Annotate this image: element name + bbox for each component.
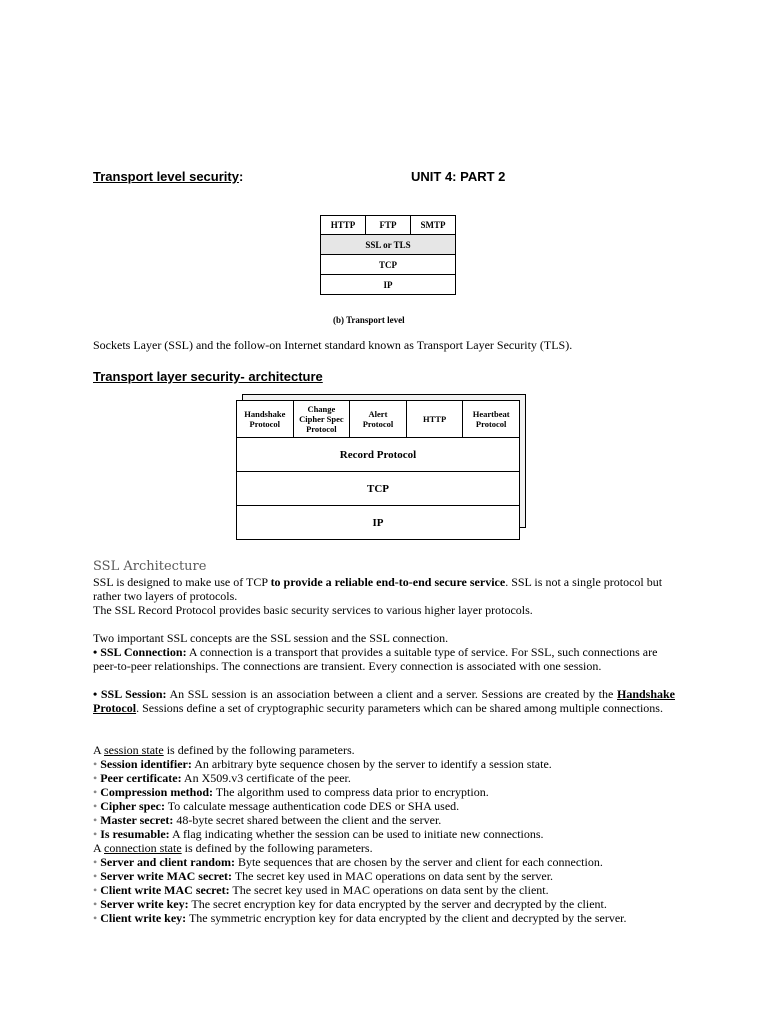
diagram-cell: Alert Protocol [350,401,407,437]
transport-level-diagram [320,215,456,295]
ssl-tls-row [320,235,456,255]
diagram-cell: SMTP [420,220,446,230]
connection-state-intro: A connection state is defined by the following parameters. [93,841,373,855]
list-item: • Master secret: 48-byte secret shared between the client and the server. [93,813,442,827]
tls-architecture-diagram [236,400,520,540]
tcp-row [320,255,456,275]
list-item: • Client write MAC secret: The secret key used in MAC operations on data sent by the client. [93,883,549,897]
ip-row [320,275,456,295]
concepts-paragraph: Two important SSL concepts are the SSL session and the SSL connection. • SSL Connection: A connection is a transport that provides a suitable type of service. For SSL, such connections are peer-to-peer relationships. The connections are transient. Every connection is associated with one session. [93,631,658,673]
upper-protocols-row [237,401,519,438]
diagram-cell: SSL or TLS [365,239,411,250]
diagram-cell: HTTP [407,401,464,437]
ssl-architecture-heading: SSL Architecture [93,559,207,574]
record-protocol-row: Record Protocol [237,438,519,472]
unit-title: UNIT 4: PART 2 [411,169,506,184]
diagram-cell: FTP [366,216,411,234]
state-lists [93,743,675,925]
list-item: • Is resumable: A flag indicating whether the session can be used to initiate new connections. [93,827,544,841]
session-state-intro: A session state is defined by the following parameters. [93,743,355,757]
list-item: • Server and client random: Byte sequences that are chosen by the server and client for each connection. [93,855,603,869]
list-item: • Cipher spec: To calculate message authentication code DES or SHA used. [93,799,460,813]
intro-paragraph: SSL is designed to make use of TCP to provide a reliable end-to-end secure service. SSL is not a single protocol but rather two layers of protocols. The SSL Record Protocol provides basic security services to various higher layer protocols. [93,575,663,617]
diagram-box [236,400,520,540]
diagram-caption: (b) Transport level [333,315,405,325]
list-item: • Server write MAC secret: The secret key used in MAC operations on data sent by the server. [93,869,554,883]
diagram-cell: Change Cipher Spec Protocol [294,401,351,437]
list-item: • Compression method: The algorithm used to compress data prior to encryption. [93,785,489,799]
list-item: • Session identifier: An arbitrary byte sequence chosen by the server to identify a session state. [93,757,552,771]
topic-title: Transport level security: [93,169,244,184]
application-layer-row [320,215,456,235]
ip-row: IP [372,516,384,529]
list-item: • Client write key: The symmetric encryption key for data encrypted by the client and decrypted by the server. [93,911,627,925]
diagram-cell: Heartbeat Protocol [472,409,510,429]
architecture-heading: Transport layer security- architecture [93,369,323,384]
session-paragraph: • SSL Session: An SSL session is an association between a client and a server. Sessions are created by the Handshake Protocol. Sessions define a set of cryptographic security parameters which can be shared among multiple connections. [93,687,676,715]
sockets-paragraph: Sockets Layer (SSL) and the follow-on Internet standard known as Transport Layer Security (TLS). [93,338,573,352]
list-item: • Server write key: The secret encryption key for data encrypted by the server and decrypted by the client. [93,897,607,911]
diagram-cell: Handshake Protocol [237,401,294,437]
diagram-cell: TCP [379,259,397,270]
diagram-cell: IP [383,279,393,290]
list-item: • Peer certificate: An X509.v3 certificate of the peer. [93,771,351,785]
tcp-row: TCP [237,472,519,506]
diagram-cell: HTTP [321,216,366,234]
